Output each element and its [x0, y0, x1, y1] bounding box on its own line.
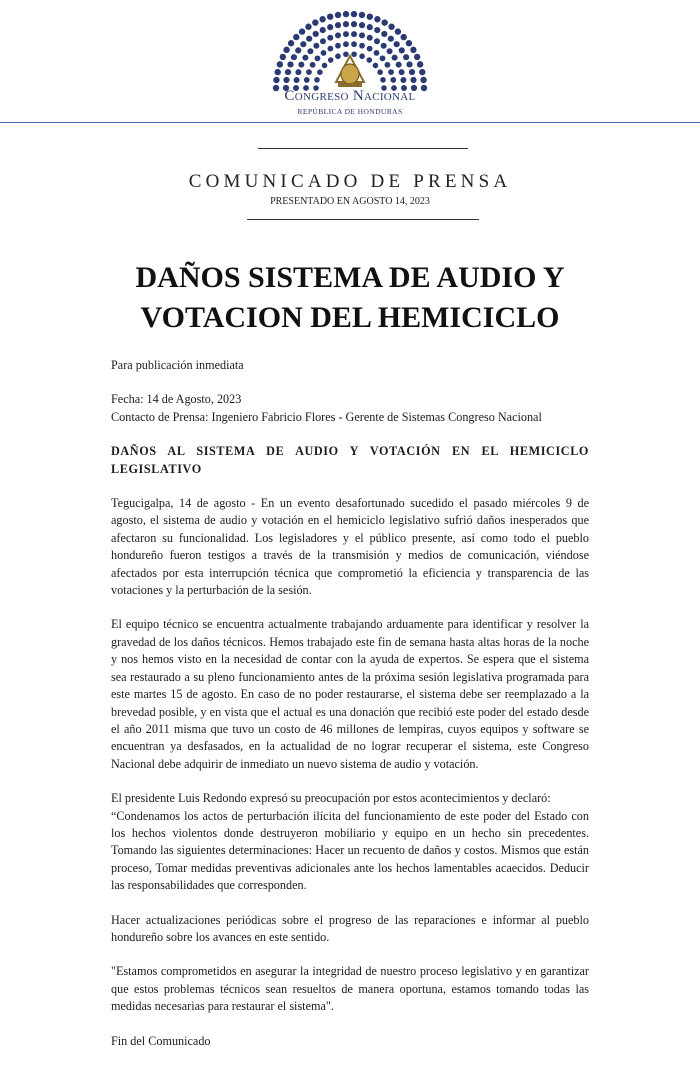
- hemicycle-seat-dot: [280, 54, 286, 60]
- congress-emblem-icon: [268, 4, 432, 124]
- hemicycle-seat-dot: [298, 62, 304, 68]
- hemicycle-seat-dot: [409, 69, 415, 75]
- hemicycle-seat-dot: [410, 47, 416, 53]
- hemicycle-seat-dot: [367, 57, 373, 63]
- hemicycle-seat-dot: [291, 54, 297, 60]
- hemicycle-seat-dot: [310, 62, 316, 68]
- hemicycle-seat-dot: [313, 31, 319, 37]
- hemicycle-seat-dot: [275, 69, 281, 75]
- title-line-1: DAÑOS SISTEMA DE AUDIO Y: [135, 261, 565, 294]
- hemicycle-seat-dot: [306, 36, 312, 42]
- hemicycle-seat-dot: [401, 34, 407, 40]
- hemicycle-seat-dot: [399, 69, 405, 75]
- hemicycle-seat-dot: [321, 50, 327, 56]
- presented-date: PRESENTADO EN AGOSTO 14, 2023: [270, 196, 430, 207]
- hemicycle-seat-dot: [373, 63, 379, 69]
- hemicycle-seat-dot: [374, 16, 380, 22]
- hemicycle-seat-dot: [410, 77, 416, 83]
- paragraph-4: Hacer actualizaciones periódicas sobre el progreso de las reparaciones e informar al pueblo hondureño sobre los avances en este sentido.: [111, 912, 589, 944]
- hemicycle-seat-dot: [390, 77, 396, 83]
- hemicycle-seat-dot: [367, 24, 373, 30]
- hemicycle-seat-dot: [288, 40, 294, 46]
- hemicycle-seat-dot: [335, 12, 341, 18]
- press-contact: Contacto de Prensa: Ingeniero Fabricio Flores - Gerente de Sistemas Congreso Nacional: [111, 409, 542, 424]
- section-heading: DAÑOS AL SISTEMA DE AUDIO Y VOTACIÓN EN EL HEMICICLO LEGISLATIVO: [111, 444, 589, 476]
- hemicycle-seat-dot: [381, 19, 387, 25]
- hemicycle-seat-dot: [295, 69, 301, 75]
- hemicycle-seat-dot: [380, 77, 386, 83]
- hemicycle-seat-dot: [328, 57, 334, 63]
- hemicycle-seat-dot: [302, 55, 308, 61]
- hemicycle-seat-dot: [305, 24, 311, 30]
- hemicycle-seat-dot: [320, 38, 326, 44]
- divider-line-bottom: [247, 219, 479, 220]
- hemicycle-seat-dot: [343, 31, 349, 37]
- hemicycle-seat-dot: [277, 61, 283, 67]
- hemicycle-seat-dot: [295, 47, 301, 53]
- hemicycle-seat-dot: [327, 14, 333, 20]
- paragraph-1: Tegucigalpa, 14 de agosto - En un evento desafortunado sucedido el pasado miércoles 9 de agosto, el sistema de audio y votación en el hemiciclo legislativo sufrió daños inesperados que afectaron su funcionalidad. Los legisladores y el público presente, así como todo el pueblo hondureño fueron testigos a través de la transmisión y medios de comunicación, viéndose afectados por esta interrupción técnica que comprometió la eficiencia y transparencia de las votaciones y la perturbación de la sesión.: [111, 496, 589, 598]
- hemicycle-seat-dot: [313, 43, 319, 49]
- hemicycle-seat-dot: [327, 24, 333, 30]
- hemicycle-seat-dot: [327, 46, 333, 52]
- hemicycle-seat-dot: [385, 62, 391, 68]
- page-title: [60, 258, 640, 338]
- hemicycle-seat-dot: [315, 55, 321, 61]
- letterhead: [0, 0, 700, 124]
- hemicycle-seat-dot: [293, 34, 299, 40]
- hemicycle-seat-dot: [367, 14, 373, 20]
- paragraph-3-quote: “Condenamos los actos de perturbación ilícita del funcionamiento de este poder del Estado con los hechos violentos donde destruyeron mobiliario y equipo en un hecho sin precedentes. Tomando las siguientes determinaciones: Hacer un recuento de daños y costos. Mismos que están proceso, Tomar medidas preventivas adicionales ante los hechos lamentables acaecidos. Deducir las responsabilidades que corresponden.: [111, 808, 589, 893]
- org-subtitle: REPÚBLICA DE HONDURAS: [297, 107, 403, 116]
- paragraph-2: El equipo técnico se encuentra actualmente trabajando arduamente para identificar y resolver la gravedad de los daños técnicos. Hemos trabajado este fin de semana hasta altas horas de la noche y nos hemos visto en la necesidad de contar con la ayuda de expertos. Se espera que el sistema sea restaurado a su pleno funcionamiento antes de la próxima sesión legislativa programada para este martes 15 de agosto. En caso de no poder restaurarse, el sistema debe ser reemplazado a la brevedad posible, y en vista que el actual es una donación que recibió este poder del estado desde el año 2011 misma que tuvo un costo de 46 millones de lempiras, cuyos equipos y software se encuentran ya desfasados, en la actualidad de no lograr recuperar el sistema, este Congreso Nacional debe adquirir de inmediato un nuevo sistema de audio y votación.: [111, 617, 589, 771]
- hemicycle-seat-dot: [374, 50, 380, 56]
- hemicycle-seat-dot: [287, 61, 293, 67]
- org-name: Congreso Nacional: [284, 88, 416, 104]
- hemicycle-seat-dot: [367, 46, 373, 52]
- hemicycle-seat-dot: [359, 43, 365, 49]
- hemicycle-seat-dot: [300, 41, 306, 47]
- hemicycle-seat-dot: [388, 24, 394, 30]
- hemicycle-seat-dot: [406, 40, 412, 46]
- hemicycle-seat-dot: [314, 77, 320, 83]
- hemicycle-seat-dot: [414, 54, 420, 60]
- hemicycle-seat-dot: [419, 69, 425, 75]
- hemicycle-seat-dot: [304, 77, 310, 83]
- hemicycle-seat-dot: [327, 35, 333, 41]
- hemicycle-seat-dot: [392, 55, 398, 61]
- hemicycle-seat-dot: [343, 41, 349, 47]
- hemicycle-seat-dot: [394, 41, 400, 47]
- hemicycle-seat-dot: [299, 28, 305, 34]
- hemicycle-seat-dot: [283, 47, 289, 53]
- paragraph-3-intro: El presidente Luis Redondo expresó su preocupación por estos acontecimientos y declaró:: [111, 791, 551, 806]
- header-divider: [0, 122, 700, 123]
- hemicycle-seat-dot: [381, 43, 387, 49]
- hemicycle-seat-dot: [367, 35, 373, 41]
- hemicycle-seat-dot: [396, 62, 402, 68]
- press-release-body: [111, 357, 589, 1050]
- hemicycle-seat-dot: [343, 11, 349, 17]
- hemicycle-seat-dot: [273, 77, 279, 83]
- hemicycle-seat-dot: [322, 63, 328, 69]
- publication-note: Para publicación inmediata: [111, 358, 244, 372]
- hemicycle-seat-dot: [285, 69, 291, 75]
- hemicycle-seat-dot: [335, 43, 341, 49]
- release-label: COMUNICADO DE PRENSA: [188, 171, 512, 192]
- hemicycle-seat-dot: [351, 21, 357, 27]
- hemicycle-seat-dot: [420, 77, 426, 83]
- hemicycle-seat-dot: [351, 11, 357, 17]
- hemicycle-seat-dot: [317, 69, 323, 75]
- hemicycle-seat-dot: [395, 28, 401, 34]
- hemicycle-seat-dot: [381, 31, 387, 37]
- hemicycle-seat-dot: [312, 19, 318, 25]
- title-line-2: VOTACION DEL HEMICICLO: [140, 301, 560, 334]
- hemicycle-seat-dot: [400, 77, 406, 83]
- hemicycle-seat-dot: [380, 55, 386, 61]
- hemicycle-seat-dot: [294, 77, 300, 83]
- hemicycle-seat-dot: [406, 61, 412, 67]
- divider-line-top: [258, 148, 468, 149]
- hemicycle-seat-dot: [388, 36, 394, 42]
- hemicycle-seat-dot: [335, 32, 341, 38]
- hemicycle-seat-dot: [403, 54, 409, 60]
- hemicycle-seat-dot: [359, 32, 365, 38]
- hemicycle-seat-dot: [388, 69, 394, 75]
- national-seal-icon: [336, 56, 364, 87]
- hemicycle-seat-dot: [399, 47, 405, 53]
- hemicycle-seat-dot: [335, 22, 341, 28]
- hemicycle-seat-dot: [359, 22, 365, 28]
- hemicycle-seat-dot: [307, 48, 313, 54]
- hemicycle-seat-dot: [319, 16, 325, 22]
- hemicycle-seat-dot: [359, 12, 365, 18]
- hemicycle-seat-dot: [335, 53, 341, 59]
- hemicycle-seat-dot: [387, 48, 393, 54]
- paragraph-5: "Estamos comprometidos en asegurar la integridad de nuestro proceso legislativo y en garantizar que estos problemas técnicos sean resueltos de manera oportuna, estamos tomando todas las medidas necesarias para restaurar el sistema".: [111, 964, 589, 1014]
- hemicycle-seat-dot: [343, 51, 349, 57]
- hemicycle-seat-dot: [374, 38, 380, 44]
- hemicycle-seat-dot: [351, 31, 357, 37]
- release-date: Fecha: 14 de Agosto, 2023: [111, 392, 242, 407]
- hemicycle-seat-dot: [374, 27, 380, 33]
- closing-line: Fin del Comunicado: [111, 1033, 211, 1048]
- hemicycle-seat-dot: [417, 61, 423, 67]
- hemicycle-seat-dot: [351, 41, 357, 47]
- hemicycle-seat-dot: [320, 27, 326, 33]
- hemicycle-seat-dot: [306, 69, 312, 75]
- hemicycle-seat-dot: [359, 53, 365, 59]
- hemicycle-seat-dot: [283, 77, 289, 83]
- hemicycle-seat-dot: [351, 51, 357, 57]
- hemicycle-seat-dot: [343, 21, 349, 27]
- hemicycle-seat-dot: [377, 69, 383, 75]
